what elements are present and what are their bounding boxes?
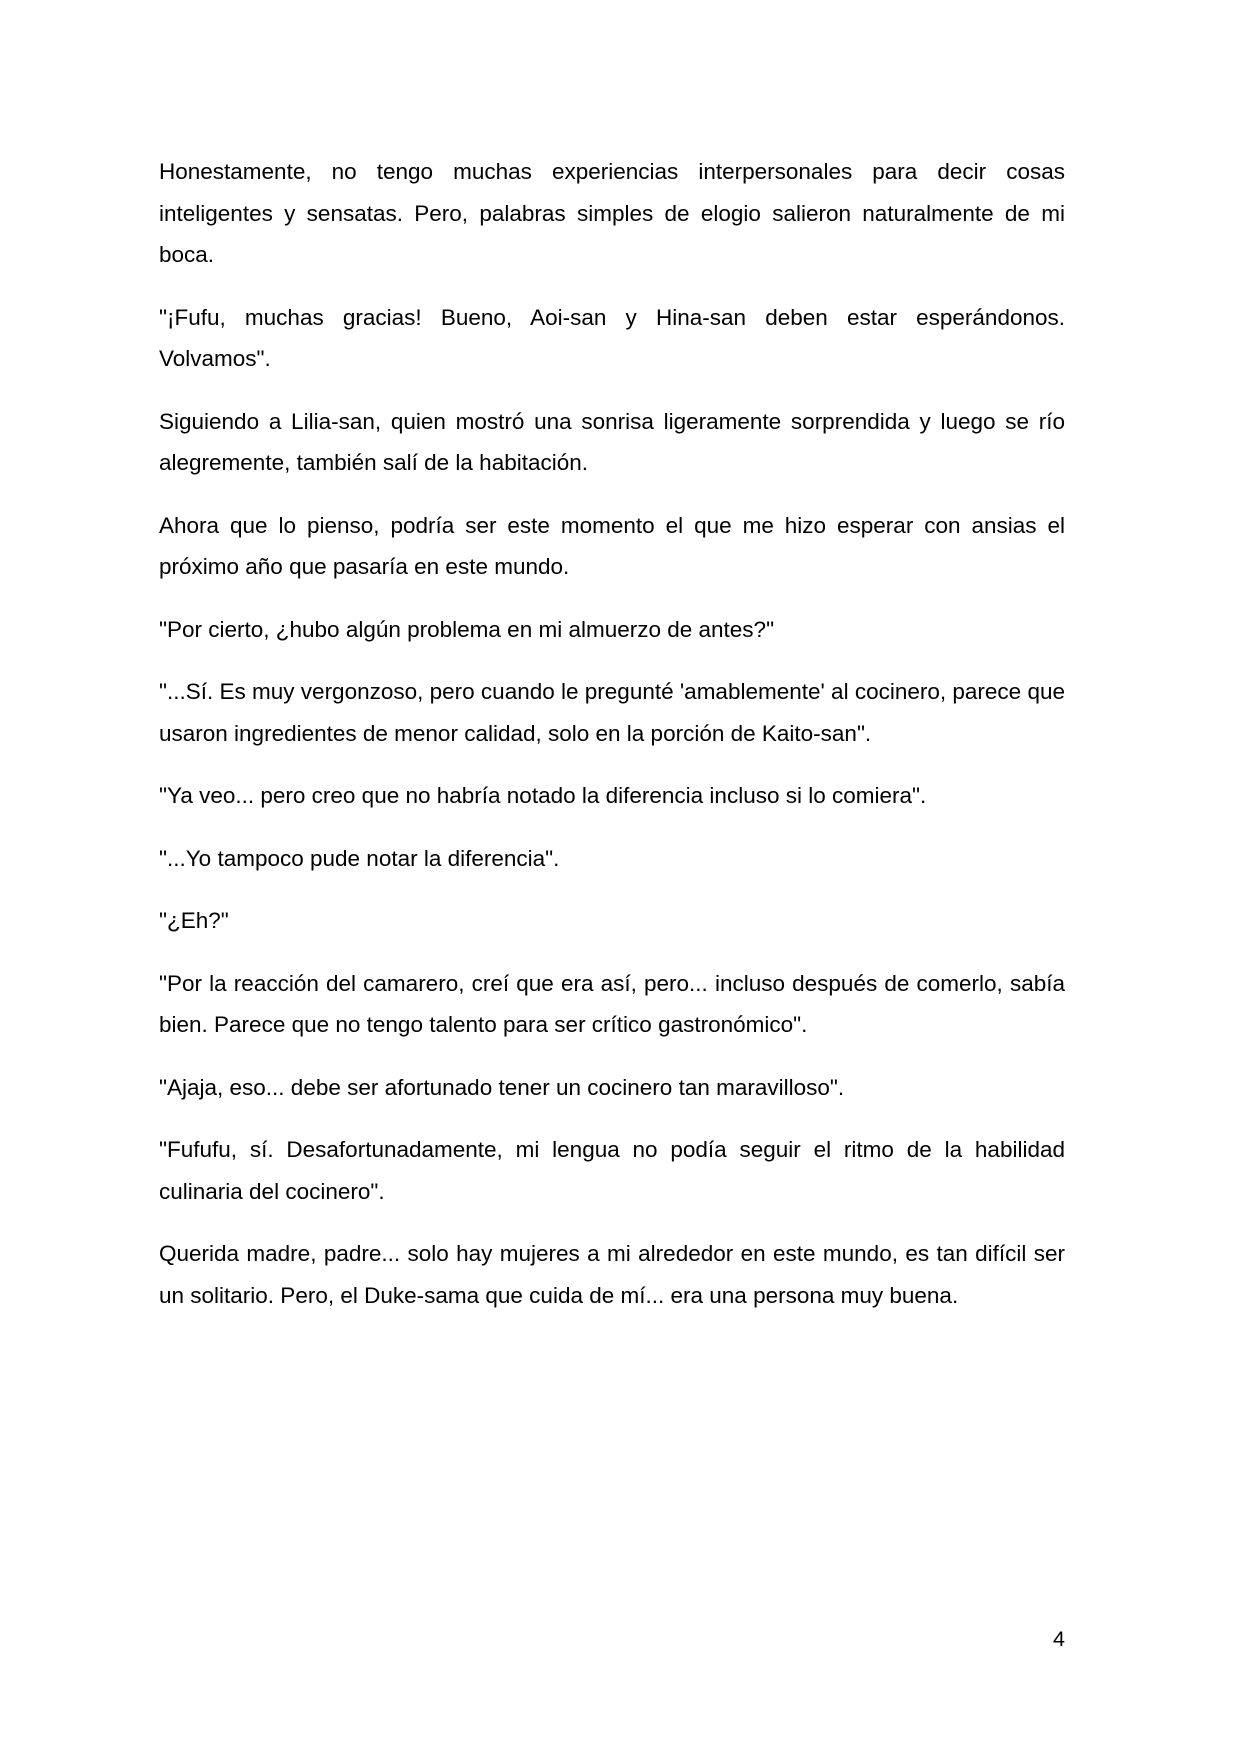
paragraph: Honestamente, no tengo muchas experiencias interpersonales para decir cosas inteligentes y sensatas. Pero, palabras simples de elogio salieron naturalmente de mi boca. [159,159,1065,267]
paragraph: Siguiendo a Lilia-san, quien mostró una sonrisa ligeramente sorprendida y luego se río alegremente, también salí de la habitación. [159,408,1065,475]
paragraph: "Fufufu, sí. Desafortunadamente, mi lengua no podía seguir el ritmo de la habilidad culinaria del cocinero". [159,1137,1065,1204]
paragraph: "Por cierto, ¿hubo algún problema en mi almuerzo de antes?" [159,616,775,642]
paragraph: "...Sí. Es muy vergonzoso, pero cuando le pregunté 'amablemente' al cocinero, parece que usaron ingredientes de menor calidad, solo en la porción de Kaito-san". [159,679,1065,746]
paragraph: "Ajaja, eso... debe ser afortunado tener un cocinero tan maravilloso". [159,1074,845,1100]
paragraph: "¡Fufu, muchas gracias! Bueno, Aoi-san y Hina-san deben estar esperándonos. Volvamos". [159,304,1065,371]
paragraph: "...Yo tampoco pude notar la diferencia". [159,845,560,871]
paragraph: "Por la reacción del camarero, creí que era así, pero... incluso después de comerlo, sabía bien. Parece que no tengo talento para ser crítico gastronómico". [159,970,1065,1037]
paragraph: Querida madre, padre... solo hay mujeres a mi alrededor en este mundo, es tan difícil ser un solitario. Pero, el Duke-sama que cuida de mí... era una persona muy buena. [159,1241,1065,1308]
paragraph: "¿Eh?" [159,908,229,933]
paragraph: Ahora que lo pienso, podría ser este momento el que me hizo esperar con ansias el próximo año que pasaría en este mundo. [159,512,1065,579]
paragraph: "Ya veo... pero creo que no habría notado la diferencia incluso si lo comiera". [159,783,927,808]
text-block [159,151,1065,1316]
page-number: 4 [1053,1627,1065,1651]
